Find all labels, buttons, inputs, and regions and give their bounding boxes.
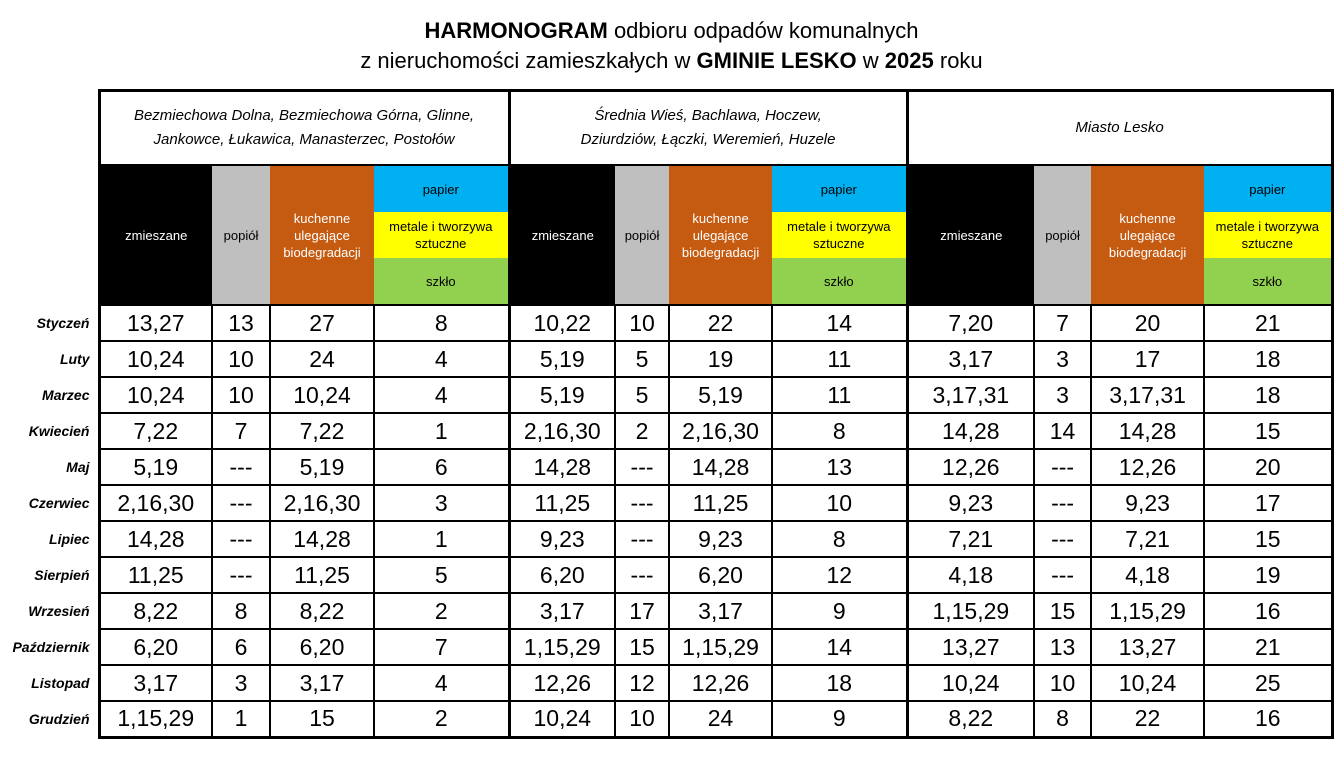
group-2-bio-dates: 22 bbox=[669, 305, 772, 341]
group-2-header-paper-text: papier bbox=[820, 181, 857, 197]
title-text-1: odbioru odpadów komunalnych bbox=[607, 18, 919, 43]
group-3-header-ash bbox=[1034, 165, 1091, 305]
month-label: Luty bbox=[59, 351, 90, 367]
group-2-header-ash bbox=[615, 165, 669, 305]
group-3-header-plastic bbox=[1204, 212, 1332, 258]
group-3-ash-dates: --- bbox=[1034, 449, 1091, 485]
group-2-sorted-dates: 12 bbox=[772, 557, 907, 593]
group-1-bio-dates: 8,22 bbox=[270, 593, 374, 629]
group-2-bio-dates: 5,19 bbox=[669, 377, 772, 413]
group-1-mixed-dates: 3,17 bbox=[99, 665, 212, 701]
group-2-mixed-dates: 5,19 bbox=[509, 377, 615, 413]
group-1-ash-dates: 10 bbox=[212, 341, 270, 377]
group-3-bio-dates: 9,23 bbox=[1091, 485, 1204, 521]
group-3-sorted-dates: 21 bbox=[1204, 629, 1332, 665]
group-2-mixed-dates: 10,22 bbox=[509, 305, 615, 341]
group-1-mixed-dates: 8,22 bbox=[99, 593, 212, 629]
group-1-ash-dates: 10 bbox=[212, 377, 270, 413]
group-2-header-plastic bbox=[772, 212, 907, 258]
location-header-row bbox=[0, 91, 1332, 166]
schedule-row bbox=[0, 593, 1332, 629]
group-2-mixed-dates: 5,19 bbox=[509, 341, 615, 377]
group-2-bio-dates: 3,17 bbox=[669, 593, 772, 629]
group-2-mixed-dates: 12,26 bbox=[509, 665, 615, 701]
group-3-bio-dates: 14,28 bbox=[1091, 413, 1204, 449]
group-1-sorted-dates: 2 bbox=[374, 593, 509, 629]
group-1-header-bio-text: kuchenne bbox=[293, 210, 351, 226]
title-bold-gmina: GMINIE LESKO bbox=[696, 48, 857, 73]
group-1-bio-dates: 6,20 bbox=[270, 629, 374, 665]
group-3-bio-dates: 17 bbox=[1091, 341, 1204, 377]
month-label: Marzec bbox=[42, 387, 90, 403]
group-2-bio-dates: 12,26 bbox=[669, 665, 772, 701]
group-2-header-ash-text: popiół bbox=[624, 227, 660, 243]
group-1-mixed-dates: 11,25 bbox=[99, 557, 212, 593]
group-1-mixed-dates: 14,28 bbox=[99, 521, 212, 557]
group-2-header-glass-text: szkło bbox=[823, 273, 854, 289]
group-3-sorted-dates: 21 bbox=[1204, 305, 1332, 341]
group-1-sorted-dates: 8 bbox=[374, 305, 509, 341]
group-2-bio-dates: 6,20 bbox=[669, 557, 772, 593]
group-3-mixed-dates: 3,17 bbox=[907, 341, 1034, 377]
group-1-sorted-dates: 5 bbox=[374, 557, 509, 593]
schedule-row bbox=[0, 485, 1332, 521]
group-2-bio-dates: 2,16,30 bbox=[669, 413, 772, 449]
group-2-sorted-dates: 13 bbox=[772, 449, 907, 485]
group-1-mixed-dates: 2,16,30 bbox=[99, 485, 212, 521]
schedule-row bbox=[0, 701, 1332, 737]
group-1-bio-dates: 27 bbox=[270, 305, 374, 341]
title-line-2 bbox=[0, 46, 1343, 76]
group-1-ash-dates: 7 bbox=[212, 413, 270, 449]
group-3-header-bio-text: biodegradacji bbox=[1108, 244, 1187, 260]
schedule-row bbox=[0, 665, 1332, 701]
group-1-bio-dates: 5,19 bbox=[270, 449, 374, 485]
month-label: Lipiec bbox=[49, 531, 90, 547]
group-2-ash-dates: 15 bbox=[615, 629, 669, 665]
group-3-header-plastic-text: sztuczne bbox=[1241, 236, 1293, 251]
group-3-header-bio bbox=[1091, 165, 1204, 305]
month-label: Grudzień bbox=[28, 711, 90, 727]
group-3-line-1: Miasto Lesko bbox=[1075, 119, 1164, 136]
group-1-line-2: Jankowce, Łukawica, Manasterzec, Postołów bbox=[153, 131, 455, 148]
group-3-sorted-dates: 15 bbox=[1204, 521, 1332, 557]
group-2-bio-dates: 19 bbox=[669, 341, 772, 377]
group-2-ash-dates: 2 bbox=[615, 413, 669, 449]
group-3-bio-dates: 22 bbox=[1091, 701, 1204, 737]
schedule-row bbox=[0, 557, 1332, 593]
group-2-mixed-dates: 3,17 bbox=[509, 593, 615, 629]
group-1-header-paper bbox=[374, 165, 509, 212]
group-1-bio-dates: 10,24 bbox=[270, 377, 374, 413]
corner-cell bbox=[0, 91, 99, 166]
waste-type-header-row-1 bbox=[0, 165, 1332, 212]
group-2-header-plastic-text: metale i tworzywa bbox=[787, 219, 891, 234]
group-1-sorted-dates: 6 bbox=[374, 449, 509, 485]
group-3-bio-dates: 10,24 bbox=[1091, 665, 1204, 701]
group-2-header-bio-text: kuchenne bbox=[692, 210, 749, 226]
group-3-ash-dates: --- bbox=[1034, 521, 1091, 557]
group-1-sorted-dates: 1 bbox=[374, 413, 509, 449]
group-1-ash-dates: 1 bbox=[212, 701, 270, 737]
group-2-header-paper bbox=[772, 165, 907, 212]
group-2-header-bio bbox=[669, 165, 772, 305]
group-2-ash-dates: --- bbox=[615, 485, 669, 521]
group-3-mixed-dates: 8,22 bbox=[907, 701, 1034, 737]
group-1-mixed-dates: 1,15,29 bbox=[99, 701, 212, 737]
group-1-header-paper-text: papier bbox=[422, 181, 459, 197]
month-label: Styczeń bbox=[36, 315, 90, 331]
group-3-bio-dates: 4,18 bbox=[1091, 557, 1204, 593]
group-1-header-glass bbox=[374, 258, 509, 305]
group-3-mixed-dates: 10,24 bbox=[907, 665, 1034, 701]
group-3-header-bio-text: kuchenne bbox=[1119, 210, 1176, 226]
document-title bbox=[0, 16, 1343, 76]
schedule-table bbox=[0, 89, 1334, 739]
group-1-header-plastic-text: sztuczne bbox=[415, 236, 467, 251]
group-1-header-ash-text: popiół bbox=[223, 227, 259, 243]
title-text-2a: z nieruchomości zamieszkałych w bbox=[360, 48, 697, 73]
group-1-mixed-dates: 6,20 bbox=[99, 629, 212, 665]
group-1-header-plastic-text: metale i tworzywa bbox=[389, 219, 493, 234]
group-3-ash-dates: --- bbox=[1034, 557, 1091, 593]
group-2-mixed-dates: 2,16,30 bbox=[509, 413, 615, 449]
group-2-sorted-dates: 9 bbox=[772, 701, 907, 737]
group-3-sorted-dates: 17 bbox=[1204, 485, 1332, 521]
group-2-line-1: Średnia Wieś, Bachlawa, Hoczew, bbox=[594, 107, 822, 124]
month-label: Sierpień bbox=[34, 567, 90, 583]
schedule-row bbox=[0, 449, 1332, 485]
group-1-sorted-dates: 3 bbox=[374, 485, 509, 521]
group-2-header-bio-text: ulegające bbox=[692, 227, 749, 243]
group-1-mixed-dates: 7,22 bbox=[99, 413, 212, 449]
group-2-ash-dates: 12 bbox=[615, 665, 669, 701]
group-3-sorted-dates: 25 bbox=[1204, 665, 1332, 701]
group-3-header-mixed-text: zmieszane bbox=[940, 227, 1003, 243]
group-2-header-mixed bbox=[509, 165, 615, 305]
group-1-header-mixed bbox=[99, 165, 212, 305]
group-1-ash-dates: --- bbox=[212, 521, 270, 557]
month-label: Maj bbox=[66, 459, 90, 475]
group-2-ash-dates: --- bbox=[615, 449, 669, 485]
group-3-mixed-dates: 1,15,29 bbox=[907, 593, 1034, 629]
group-3-sorted-dates: 16 bbox=[1204, 701, 1332, 737]
group-2-ash-dates: 5 bbox=[615, 377, 669, 413]
schedule-row bbox=[0, 377, 1332, 413]
group-1-bio-dates: 24 bbox=[270, 341, 374, 377]
group-3-bio-dates: 12,26 bbox=[1091, 449, 1204, 485]
group-3-ash-dates: --- bbox=[1034, 485, 1091, 521]
group-1-ash-dates: 3 bbox=[212, 665, 270, 701]
group-1-mixed-dates: 5,19 bbox=[99, 449, 212, 485]
schedule-row bbox=[0, 629, 1332, 665]
group-3-bio-dates: 7,21 bbox=[1091, 521, 1204, 557]
group-1-bio-dates: 14,28 bbox=[270, 521, 374, 557]
group-2-ash-dates: 17 bbox=[615, 593, 669, 629]
group-2-header-bio-text: biodegradacji bbox=[681, 244, 760, 260]
group-3-mixed-dates: 14,28 bbox=[907, 413, 1034, 449]
group-1-bio-dates: 3,17 bbox=[270, 665, 374, 701]
group-2-sorted-dates: 11 bbox=[772, 341, 907, 377]
group-3-header-glass bbox=[1204, 258, 1332, 305]
group-2-ash-dates: --- bbox=[615, 521, 669, 557]
group-3-mixed-dates: 7,20 bbox=[907, 305, 1034, 341]
month-label: Październik bbox=[12, 639, 90, 655]
schedule-row bbox=[0, 305, 1332, 341]
group-1-sorted-dates: 4 bbox=[374, 341, 509, 377]
group-3-sorted-dates: 20 bbox=[1204, 449, 1332, 485]
group-1-header-ash bbox=[212, 165, 270, 305]
group-3-header-paper-text: papier bbox=[1249, 181, 1286, 197]
group-3-ash-dates: 3 bbox=[1034, 377, 1091, 413]
title-bold-harmonogram: HARMONOGRAM bbox=[424, 18, 608, 43]
group-2-sorted-dates: 18 bbox=[772, 665, 907, 701]
group-2-mixed-dates: 14,28 bbox=[509, 449, 615, 485]
group-3-mixed-dates: 9,23 bbox=[907, 485, 1034, 521]
group-1-bio-dates: 11,25 bbox=[270, 557, 374, 593]
group-2-locations bbox=[509, 91, 907, 166]
group-1-header-glass-text: szkło bbox=[425, 273, 456, 289]
group-3-mixed-dates: 7,21 bbox=[907, 521, 1034, 557]
group-3-ash-dates: 8 bbox=[1034, 701, 1091, 737]
group-3-bio-dates: 20 bbox=[1091, 305, 1204, 341]
group-3-sorted-dates: 18 bbox=[1204, 341, 1332, 377]
month-label: Kwiecień bbox=[28, 423, 90, 439]
group-3-mixed-dates: 12,26 bbox=[907, 449, 1034, 485]
group-2-ash-dates: 5 bbox=[615, 341, 669, 377]
group-1-ash-dates: --- bbox=[212, 485, 270, 521]
group-2-sorted-dates: 14 bbox=[772, 305, 907, 341]
group-1-header-bio-text: ulegające bbox=[294, 227, 350, 243]
group-3-mixed-dates: 3,17,31 bbox=[907, 377, 1034, 413]
group-2-mixed-dates: 10,24 bbox=[509, 701, 615, 737]
month-label: Czerwiec bbox=[28, 495, 90, 511]
group-1-ash-dates: 8 bbox=[212, 593, 270, 629]
group-1-sorted-dates: 7 bbox=[374, 629, 509, 665]
group-3-sorted-dates: 15 bbox=[1204, 413, 1332, 449]
group-2-sorted-dates: 10 bbox=[772, 485, 907, 521]
group-1-mixed-dates: 10,24 bbox=[99, 377, 212, 413]
group-1-ash-dates: --- bbox=[212, 557, 270, 593]
group-3-sorted-dates: 18 bbox=[1204, 377, 1332, 413]
group-1-ash-dates: 6 bbox=[212, 629, 270, 665]
group-3-bio-dates: 3,17,31 bbox=[1091, 377, 1204, 413]
group-3-ash-dates: 13 bbox=[1034, 629, 1091, 665]
group-2-mixed-dates: 6,20 bbox=[509, 557, 615, 593]
group-2-mixed-dates: 11,25 bbox=[509, 485, 615, 521]
group-2-sorted-dates: 11 bbox=[772, 377, 907, 413]
group-3-bio-dates: 13,27 bbox=[1091, 629, 1204, 665]
group-3-ash-dates: 15 bbox=[1034, 593, 1091, 629]
schedule-row bbox=[0, 341, 1332, 377]
group-2-ash-dates: 10 bbox=[615, 701, 669, 737]
title-text-2b: w bbox=[856, 48, 885, 73]
group-1-line-1: Bezmiechowa Dolna, Bezmiechowa Górna, Glinne, bbox=[133, 107, 475, 124]
group-1-sorted-dates: 1 bbox=[374, 521, 509, 557]
group-2-mixed-dates: 1,15,29 bbox=[509, 629, 615, 665]
group-2-mixed-dates: 9,23 bbox=[509, 521, 615, 557]
group-2-sorted-dates: 9 bbox=[772, 593, 907, 629]
group-1-bio-dates: 2,16,30 bbox=[270, 485, 374, 521]
group-2-bio-dates: 9,23 bbox=[669, 521, 772, 557]
group-1-bio-dates: 7,22 bbox=[270, 413, 374, 449]
month-label: Wrzesień bbox=[28, 603, 90, 619]
group-3-mixed-dates: 13,27 bbox=[907, 629, 1034, 665]
group-1-mixed-dates: 13,27 bbox=[99, 305, 212, 341]
group-2-header-glass bbox=[772, 258, 907, 305]
group-3-sorted-dates: 19 bbox=[1204, 557, 1332, 593]
group-3-ash-dates: 10 bbox=[1034, 665, 1091, 701]
group-1-header-mixed-text: zmieszane bbox=[125, 227, 188, 243]
group-2-header-mixed-text: zmieszane bbox=[531, 227, 594, 243]
group-3-header-glass-text: szkło bbox=[1252, 273, 1283, 289]
group-3-header-bio-text: ulegające bbox=[1119, 227, 1176, 243]
group-3-ash-dates: 14 bbox=[1034, 413, 1091, 449]
group-2-bio-dates: 24 bbox=[669, 701, 772, 737]
group-3-ash-dates: 3 bbox=[1034, 341, 1091, 377]
schedule-row bbox=[0, 413, 1332, 449]
group-1-header-bio bbox=[270, 165, 374, 305]
group-2-ash-dates: --- bbox=[615, 557, 669, 593]
group-1-ash-dates: --- bbox=[212, 449, 270, 485]
group-2-bio-dates: 14,28 bbox=[669, 449, 772, 485]
group-2-sorted-dates: 14 bbox=[772, 629, 907, 665]
group-3-header-paper bbox=[1204, 165, 1332, 212]
schedule-row bbox=[0, 521, 1332, 557]
group-1-header-bio-text: biodegradacji bbox=[283, 244, 361, 260]
group-1-mixed-dates: 10,24 bbox=[99, 341, 212, 377]
group-2-line-2: Dziurdziów, Łączki, Weremień, Huzele bbox=[580, 131, 836, 148]
group-3-locations bbox=[907, 91, 1332, 166]
month-header-blank bbox=[0, 165, 99, 305]
group-1-sorted-dates: 4 bbox=[374, 377, 509, 413]
group-3-bio-dates: 1,15,29 bbox=[1091, 593, 1204, 629]
group-2-bio-dates: 1,15,29 bbox=[669, 629, 772, 665]
group-1-ash-dates: 13 bbox=[212, 305, 270, 341]
group-1-header-plastic bbox=[374, 212, 509, 258]
group-3-header-mixed bbox=[907, 165, 1034, 305]
group-1-bio-dates: 15 bbox=[270, 701, 374, 737]
month-label: Listopad bbox=[31, 675, 90, 691]
group-1-locations bbox=[99, 91, 509, 166]
group-2-bio-dates: 11,25 bbox=[669, 485, 772, 521]
group-3-sorted-dates: 16 bbox=[1204, 593, 1332, 629]
group-2-sorted-dates: 8 bbox=[772, 521, 907, 557]
group-2-ash-dates: 10 bbox=[615, 305, 669, 341]
group-3-ash-dates: 7 bbox=[1034, 305, 1091, 341]
group-3-header-ash-text: popiół bbox=[1045, 227, 1080, 243]
title-text-2c: roku bbox=[933, 48, 983, 73]
group-3-header-plastic-text: metale i tworzywa bbox=[1215, 219, 1319, 234]
group-2-sorted-dates: 8 bbox=[772, 413, 907, 449]
group-2-header-plastic-text: sztuczne bbox=[813, 236, 865, 251]
title-line-1 bbox=[0, 16, 1343, 46]
group-1-sorted-dates: 2 bbox=[374, 701, 509, 737]
group-1-sorted-dates: 4 bbox=[374, 665, 509, 701]
group-3-mixed-dates: 4,18 bbox=[907, 557, 1034, 593]
title-bold-year: 2025 bbox=[884, 48, 934, 73]
